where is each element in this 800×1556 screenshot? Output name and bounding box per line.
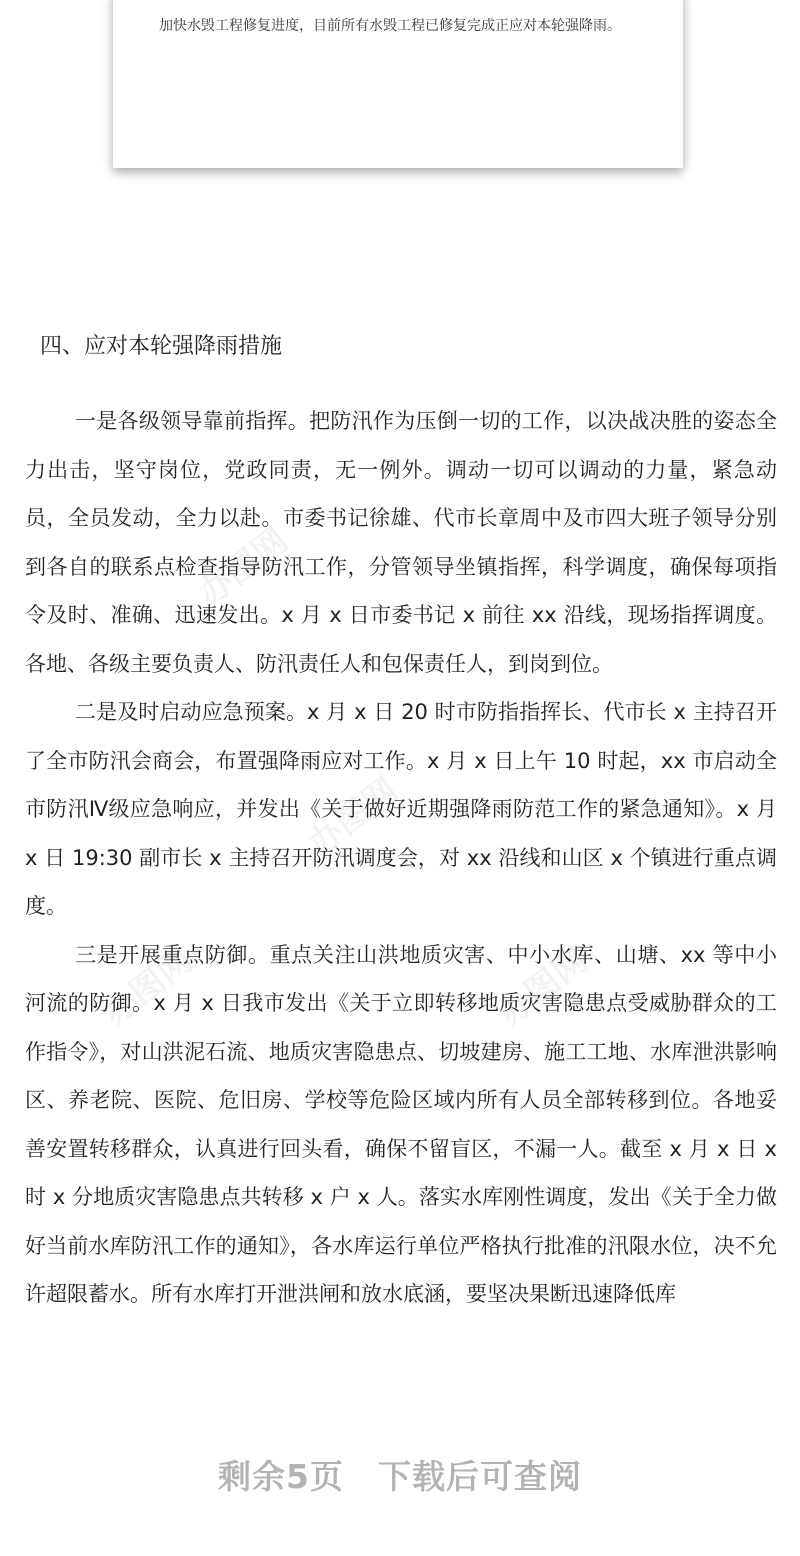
card-text: 加快水毁工程修复进度，目前所有水毁工程已修复完成正应对本轮强降雨。	[159, 18, 621, 34]
watermark: 办图网	[300, 770, 406, 865]
preview-card	[113, 0, 683, 168]
download-prompt[interactable]	[0, 1452, 800, 1502]
watermark: 办图网	[490, 940, 596, 1035]
document-body	[25, 397, 777, 1319]
paragraph: 二是及时启动应急预案。x 月 x 日 20 时市防指指挥长、代市长 x 主持召开了全市防汛会商会，布置强降雨应对工作。x 月 x 日上午 10 时起，xx 市启动全市防汛Ⅳ级应急响应，并发出《关于做好近期强降雨防范工作的紧急通知》。x 月 x 日 19:30 副市长 x 主持召开防汛调度会，对 xx 沿线和山区 x 个镇进行重点调度。	[25, 700, 777, 918]
paragraph: 三是开展重点防御。重点关注山洪地质灾害、中小水库、山塘、xx 等中小河流的防御。x 月 x 日我市发出《关于立即转移地质灾害隐患点受威胁群众的工作指令》，对山洪泥石流、地质灾害隐患点、切坡建房、施工工地、水库泄洪影响区、养老院、医院、危旧房、学校等危险区域内所有人员全部转移到位。各地妥善安置转移群众，认真进行回头看，确保不留盲区，不漏一人。截至 x 月 x 日 x 时 x 分地质灾害隐患点共转移 x 户 x 人。落实水库刚性调度，发出《关于全力做好当前水库防汛工作的通知》，各水库运行单位严格执行批准的汛限水位，决不允许超限蓄水。所有水库打开泄洪闸和放水底涵，要坚决果断迅速降低库	[25, 942, 777, 1306]
watermark: 办图网	[190, 520, 296, 615]
remaining-pages-text: 剩余5页	[218, 1457, 344, 1496]
paragraph: 一是各级领导靠前指挥。把防汛作为压倒一切的工作，以决战决胜的姿态全力出击，坚守岗位，党政同责，无一例外。调动一切可以调动的力量，紧急动员，全员发动，全力以赴。市委书记徐雄、代市长章周中及市四大班子领导分别到各自的联系点检查指导防汛工作，分管领导坐镇指挥，科学调度，确保每项指令及时、准确、迅速发出。x 月 x 日市委书记 x 前往 xx 沿线，现场指挥调度。各地、各级主要负责人、防汛责任人和包保责任人，到岗到位。	[25, 409, 777, 676]
section-heading: 四、应对本轮强降雨措施	[40, 334, 283, 359]
download-to-read-text: 下载后可查阅	[377, 1457, 582, 1496]
watermark: 办图网	[95, 940, 201, 1035]
